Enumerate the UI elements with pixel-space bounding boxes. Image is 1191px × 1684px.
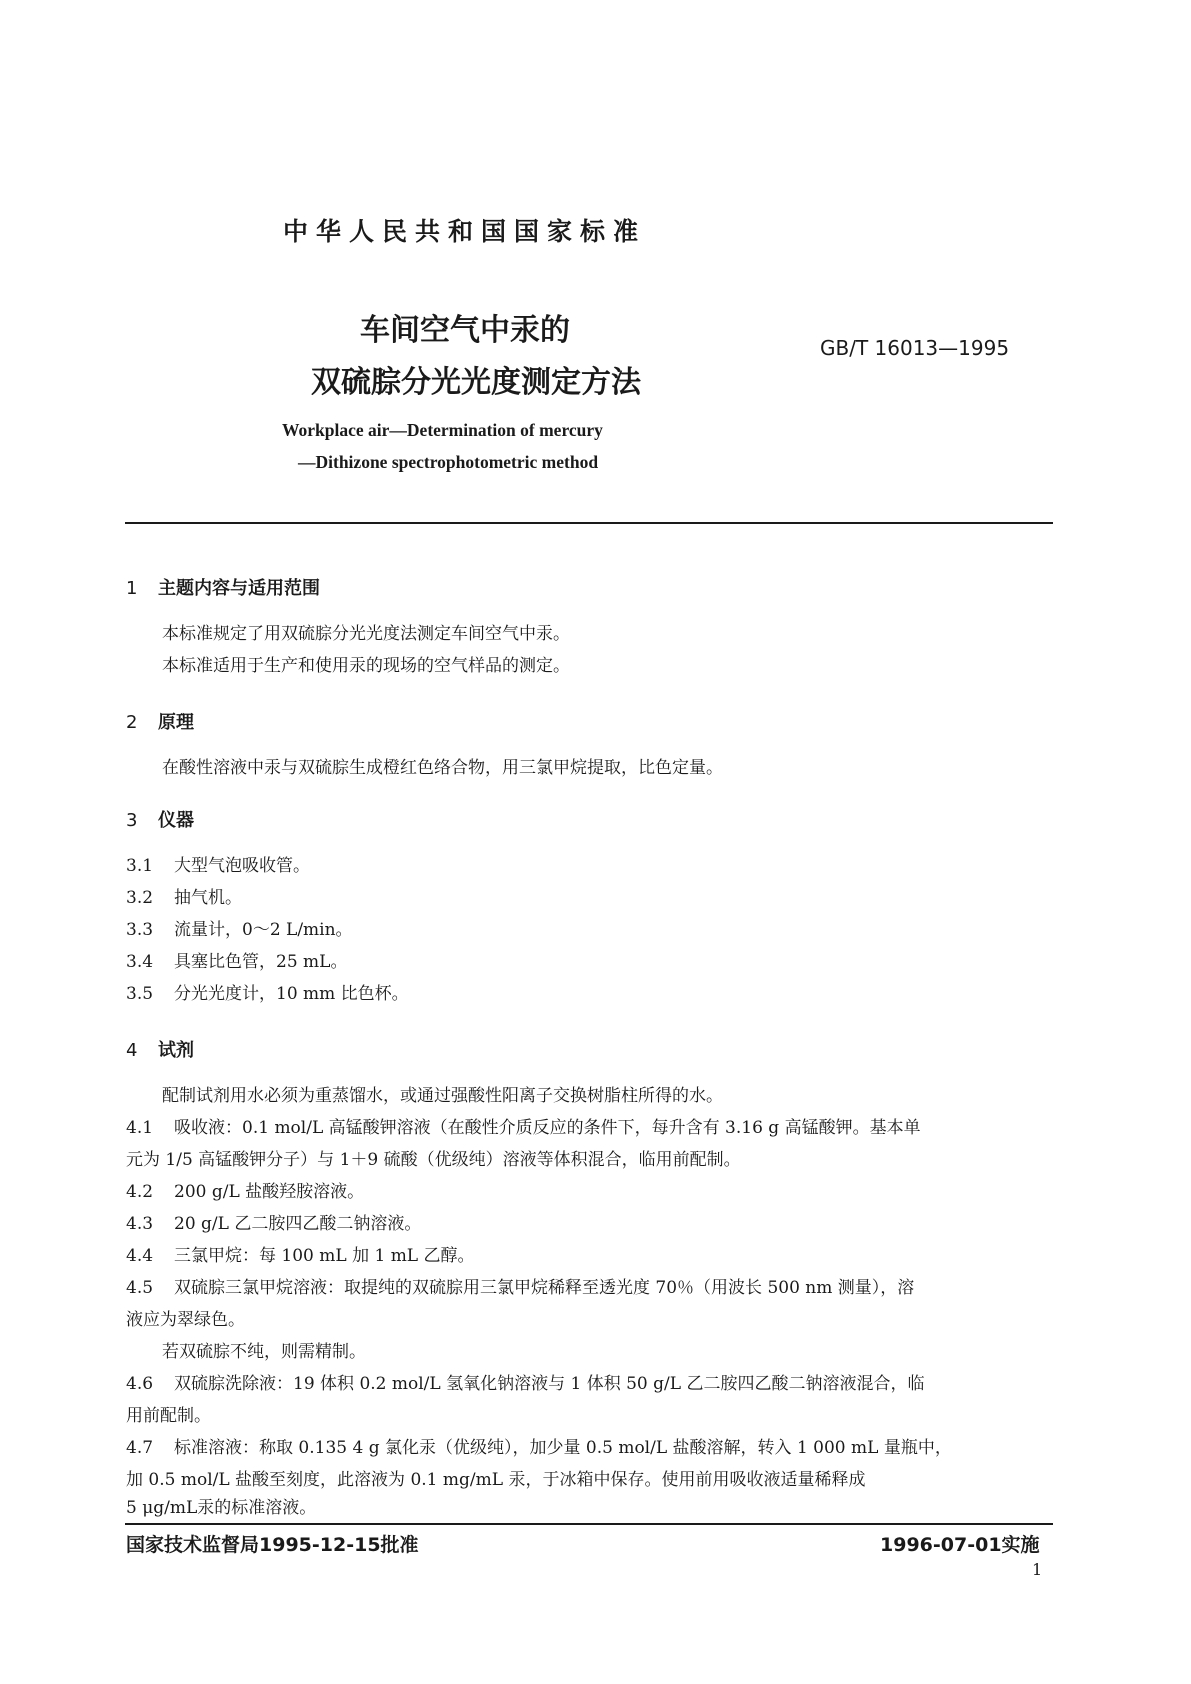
standard-number: GB/T 16013—1995 xyxy=(820,336,1010,360)
section-3-heading xyxy=(126,806,194,832)
list-item: 3.4 具塞比色管，25 mL。 xyxy=(126,952,348,972)
list-item-continuation: 加 0.5 mol/L 盐酸至刻度，此溶液为 0.1 mg/mL 汞，于冰箱中保存。使用前用吸收液适量稀释成 xyxy=(126,1470,866,1490)
section-1-heading xyxy=(126,574,320,600)
list-item: 4.6 双硫腙洗除液：19 体积 0.2 mol/L 氢氧化钠溶液与 1 体积 50 g/L 乙二胺四乙酸二钠溶液混合，临 xyxy=(126,1374,925,1394)
list-item: 3.2 抽气机。 xyxy=(126,888,242,908)
list-item: 4.5 双硫腙三氯甲烷溶液：取提纯的双硫腙用三氯甲烷稀释至透光度 70％（用波长 500 nm 测量），溶 xyxy=(126,1278,915,1298)
list-item: 4.3 20 g/L 乙二胺四乙酸二钠溶液。 xyxy=(126,1214,422,1234)
section-number: 4 xyxy=(126,1040,138,1061)
list-item: 3.1 大型气泡吸收管。 xyxy=(126,856,310,876)
section-2-heading xyxy=(126,708,194,734)
list-item: 3.3 流量计，0～2 L/min。 xyxy=(126,920,353,940)
list-item: 4.4 三氯甲烷：每 100 mL 加 1 mL 乙醇。 xyxy=(126,1246,475,1266)
english-title-line-1: Workplace air—Determination of mercury xyxy=(282,420,603,440)
list-item-continuation: 5 μg/mL汞的标准溶液。 xyxy=(126,1498,317,1518)
title-line-1: 车间空气中汞的 xyxy=(360,313,570,348)
header-divider xyxy=(125,522,1053,524)
approval-line: 国家技术监督局1995-12-15批准 xyxy=(126,1534,419,1556)
page-number: 1 xyxy=(1032,1560,1043,1579)
paragraph: 本标准适用于生产和使用汞的现场的空气样品的测定。 xyxy=(162,656,570,676)
section-title: 试剂 xyxy=(158,1040,194,1061)
section-4-heading xyxy=(126,1036,194,1062)
title-line-2: 双硫腙分光光度测定方法 xyxy=(311,365,641,400)
footer-divider xyxy=(125,1523,1053,1525)
paragraph: 在酸性溶液中汞与双硫腙生成橙红色络合物，用三氯甲烷提取，比色定量。 xyxy=(162,758,723,778)
national-standard-label: 中华人民共和国国家标准 xyxy=(283,217,647,246)
section-title: 主题内容与适用范围 xyxy=(158,578,320,599)
list-item-continuation: 用前配制。 xyxy=(126,1406,211,1426)
note: 若双硫腙不纯，则需精制。 xyxy=(162,1342,366,1362)
section-title: 仪器 xyxy=(158,810,194,831)
list-item: 4.2 200 g/L 盐酸羟胺溶液。 xyxy=(126,1182,365,1202)
list-item-continuation: 元为 1/5 高锰酸钾分子）与 1＋9 硫酸（优级纯）溶液等体积混合，临用前配制。 xyxy=(126,1150,741,1170)
section-title: 原理 xyxy=(158,712,194,733)
list-item: 4.1 吸收液：0.1 mol/L 高锰酸钾溶液（在酸性介质反应的条件下，每升含有 3.16 g 高锰酸钾。基本单 xyxy=(126,1118,921,1138)
paragraph: 配制试剂用水必须为重蒸馏水，或通过强酸性阳离子交换树脂柱所得的水。 xyxy=(162,1086,723,1106)
list-item-continuation: 液应为翠绿色。 xyxy=(126,1310,245,1330)
list-item: 4.7 标准溶液：称取 0.135 4 g 氯化汞（优级纯），加少量 0.5 mol/L 盐酸溶解，转入 1 000 mL 量瓶中， xyxy=(126,1438,952,1458)
english-title-line-2: —Dithizone spectrophotometric method xyxy=(298,452,599,472)
list-item: 3.5 分光光度计，10 mm 比色杯。 xyxy=(126,984,409,1004)
section-number: 1 xyxy=(126,578,138,599)
section-number: 3 xyxy=(126,810,138,831)
section-number: 2 xyxy=(126,712,138,733)
implementation-line: 1996-07-01实施 xyxy=(880,1534,1040,1556)
paragraph: 本标准规定了用双硫腙分光光度法测定车间空气中汞。 xyxy=(162,624,570,644)
